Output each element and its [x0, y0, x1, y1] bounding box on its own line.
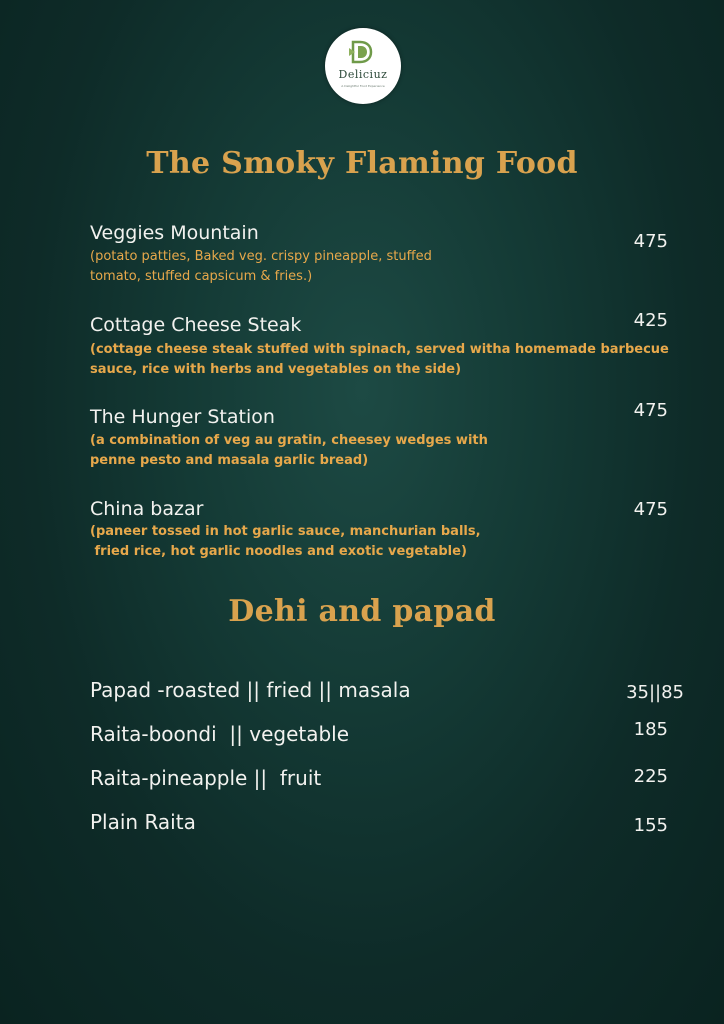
item-name: Raita-boondi || vegetable: [90, 722, 350, 746]
item-name: China bazar: [90, 498, 204, 520]
item-name: Veggies Mountain: [90, 222, 259, 244]
item-name: Cottage Cheese Steak: [90, 314, 302, 336]
brand-name: Deliciuz: [338, 68, 388, 81]
brand-tagline: A Delightful Food Experience: [341, 84, 385, 88]
item-price: 185: [633, 719, 668, 740]
logo-mark-icon: [325, 28, 401, 104]
item-description: (cottage cheese steak stuffed with spinach, served witha homemade barbecue sauce, rice with herbs and vegetables on the side): [90, 342, 669, 377]
item-name: Papad -roasted || fried || masala: [90, 678, 411, 702]
item-price: 475: [633, 499, 668, 520]
item-name: Raita-pineapple || fruit: [90, 766, 322, 790]
item-description: (paneer tossed in hot garlic sauce, manchurian balls, fried rice, hot garlic noodles and exotic vegetable): [90, 524, 481, 559]
item-name: Plain Raita: [90, 810, 196, 834]
item-price: 475: [633, 231, 668, 252]
item-price: 35||85: [626, 682, 684, 703]
brand-logo: [325, 28, 401, 104]
section-title-dehi-and-papad: Dehi and papad: [228, 594, 496, 629]
item-price: 225: [633, 766, 668, 787]
item-description: (potato patties, Baked veg. crispy pineapple, stuffed tomato, stuffed capsicum & fries.): [90, 249, 432, 284]
item-price: 425: [633, 310, 668, 331]
item-name: The Hunger Station: [90, 406, 275, 428]
item-price: 155: [633, 815, 668, 836]
section-title-smoky-flaming-food: The Smoky Flaming Food: [146, 146, 578, 181]
item-description: (a combination of veg au gratin, cheesey wedges with penne pesto and masala garlic bread): [90, 433, 488, 468]
item-price: 475: [633, 400, 668, 421]
